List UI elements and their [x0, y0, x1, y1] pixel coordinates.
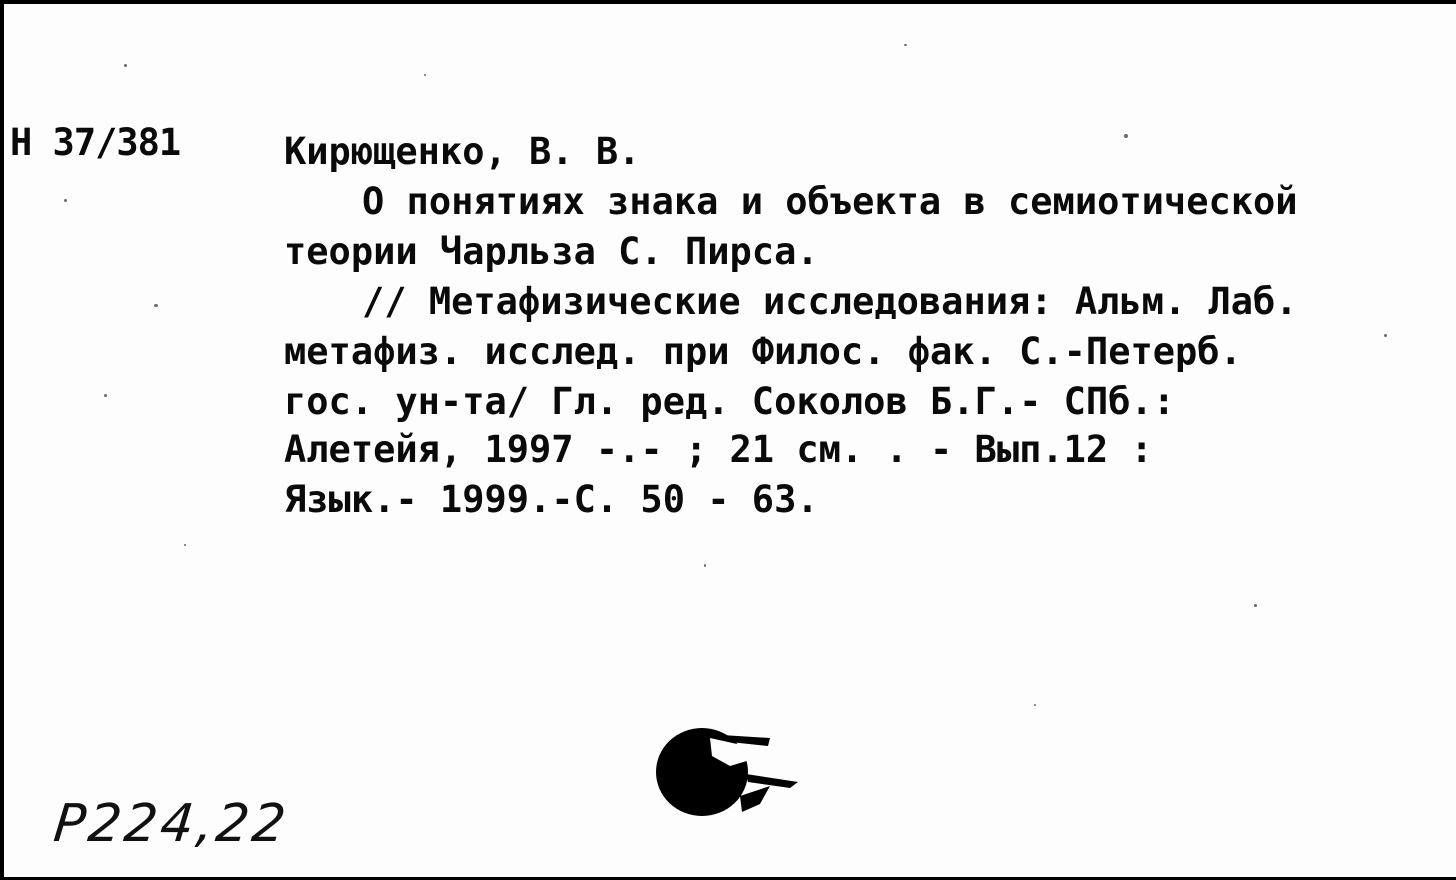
handwritten-classification-mark: Р224,22 — [50, 794, 292, 854]
scan-speck — [154, 304, 158, 307]
scan-speck — [104, 394, 107, 397]
shelfmark: Н 37/381 — [10, 121, 181, 164]
scan-speck — [904, 44, 907, 46]
source-line: метафиз. исслед. при Филос. фак. С.-Петерб. — [284, 330, 1242, 373]
scan-speck — [704, 564, 706, 567]
publication-line: Алетейя, 1997 -.- ; 21 см. . - Вып.12 : — [284, 428, 1153, 471]
scan-speck — [64, 199, 67, 202]
author-name: Кирющенко, В. В. — [284, 130, 641, 173]
publication-line: Язык.- 1999.-С. 50 - 63. — [284, 478, 819, 521]
scan-speck — [124, 64, 127, 67]
scan-speck — [1384, 334, 1387, 337]
punch-hole-icon — [650, 716, 810, 826]
scan-speck — [1034, 704, 1036, 706]
scan-speck — [184, 544, 186, 546]
source-line: // Метафизические исследования: Альм. Лаб. — [362, 280, 1298, 323]
scan-speck — [1124, 134, 1128, 138]
title-line: О понятиях знака и объекта в семиотической — [362, 180, 1298, 223]
scan-speck — [424, 74, 426, 76]
source-line: гос. ун-та/ Гл. ред. Соколов Б.Г.- СПб.: — [284, 380, 1176, 423]
scan-speck — [1254, 604, 1257, 607]
title-line: теории Чарльза С. Пирса. — [284, 230, 819, 273]
